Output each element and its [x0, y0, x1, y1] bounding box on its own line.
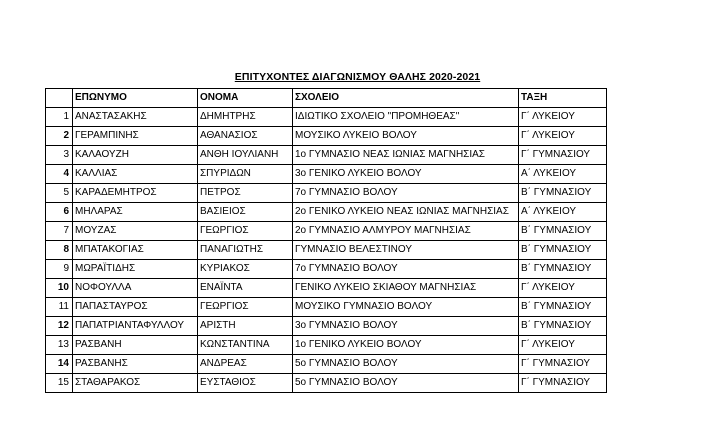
- first-name-cell: ΓΕΩΡΓΙΟΣ: [198, 222, 293, 241]
- table-row: [46, 260, 607, 279]
- class-cell: Β΄ ΓΥΜΝΑΣΙΟΥ: [519, 298, 607, 317]
- row-number-cell: 10: [46, 279, 73, 298]
- row-number-cell: 7: [46, 222, 73, 241]
- first-name-cell: ΣΠΥΡΙΔΩΝ: [198, 165, 293, 184]
- table-row: [46, 146, 607, 165]
- table-row: [46, 203, 607, 222]
- results-table: [45, 88, 607, 393]
- school-cell: 1ο ΓΥΜΝΑΣΙΟ ΝΕΑΣ ΙΩΝΙΑΣ ΜΑΓΝΗΣΙΑΣ: [293, 146, 519, 165]
- first-name-cell: ΕΥΣΤΑΘΙΟΣ: [198, 374, 293, 393]
- table-row: [46, 317, 607, 336]
- school-cell: 3ο ΓΕΝΙΚΟ ΛΥΚΕΙΟ ΒΟΛΟΥ: [293, 165, 519, 184]
- surname-cell: ΜΠΑΤΑΚΟΓΙΑΣ: [73, 241, 198, 260]
- table-row: [46, 127, 607, 146]
- surname-cell: ΠΑΠΑΤΡΙΑΝΤΑΦΥΛΛΟΥ: [73, 317, 198, 336]
- school-cell: 3ο ΓΥΜΝΑΣΙΟ ΒΟΛΟΥ: [293, 317, 519, 336]
- class-cell: Α΄ ΛΥΚΕΙΟΥ: [519, 203, 607, 222]
- column-header-class: ΤΑΞΗ: [519, 89, 607, 108]
- school-cell: 7ο ΓΥΜΝΑΣΙΟ ΒΟΛΟΥ: [293, 260, 519, 279]
- table-body: [46, 108, 607, 393]
- surname-cell: ΚΑΡΑΔΕΜΗΤΡΟΣ: [73, 184, 198, 203]
- class-cell: Γ΄ ΛΥΚΕΙΟΥ: [519, 336, 607, 355]
- class-cell: Γ΄ ΓΥΜΝΑΣΙΟΥ: [519, 146, 607, 165]
- school-cell: 5ο ΓΥΜΝΑΣΙΟ ΒΟΛΟΥ: [293, 374, 519, 393]
- school-cell: ΓΥΜΝΑΣΙΟ ΒΕΛΕΣΤΙΝΟΥ: [293, 241, 519, 260]
- row-number-cell: 12: [46, 317, 73, 336]
- class-cell: Γ΄ ΛΥΚΕΙΟΥ: [519, 108, 607, 127]
- school-cell: 2ο ΓΕΝΙΚΟ ΛΥΚΕΙΟ ΝΕΑΣ ΙΩΝΙΑΣ ΜΑΓΝΗΣΙΑΣ: [293, 203, 519, 222]
- school-cell: ΓΕΝΙΚΟ ΛΥΚΕΙΟ ΣΚΙΑΘΟΥ ΜΑΓΝΗΣΙΑΣ: [293, 279, 519, 298]
- surname-cell: ΝΟΦΟΥΛΛΑ: [73, 279, 198, 298]
- surname-cell: ΠΑΠΑΣΤΑΥΡΟΣ: [73, 298, 198, 317]
- table-row: [46, 336, 607, 355]
- column-header-name: ΟΝΟΜΑ: [198, 89, 293, 108]
- surname-cell: ΚΑΛΛΙΑΣ: [73, 165, 198, 184]
- school-cell: 7ο ΓΥΜΝΑΣΙΟ ΒΟΛΟΥ: [293, 184, 519, 203]
- class-cell: Β΄ ΓΥΜΝΑΣΙΟΥ: [519, 317, 607, 336]
- row-number-cell: 5: [46, 184, 73, 203]
- table-row: [46, 184, 607, 203]
- first-name-cell: ΠΑΝΑΓΙΩΤΗΣ: [198, 241, 293, 260]
- school-cell: 2ο ΓΥΜΝΑΣΙΟ ΑΛΜΥΡΟΥ ΜΑΓΝΗΣΙΑΣ: [293, 222, 519, 241]
- row-number-cell: 8: [46, 241, 73, 260]
- table-row: [46, 165, 607, 184]
- row-number-cell: 1: [46, 108, 73, 127]
- class-cell: Β΄ ΓΥΜΝΑΣΙΟΥ: [519, 241, 607, 260]
- class-cell: Β΄ ΓΥΜΝΑΣΙΟΥ: [519, 260, 607, 279]
- surname-cell: ΣΤΑΘΑΡΑΚΟΣ: [73, 374, 198, 393]
- surname-cell: ΜΗΛΑΡΑΣ: [73, 203, 198, 222]
- row-number-cell: 14: [46, 355, 73, 374]
- first-name-cell: ΑΡΙΣΤΗ: [198, 317, 293, 336]
- row-number-cell: 11: [46, 298, 73, 317]
- surname-cell: ΚΑΛΑΟΥΖΗ: [73, 146, 198, 165]
- table-row: [46, 374, 607, 393]
- first-name-cell: ΑΝΔΡΕΑΣ: [198, 355, 293, 374]
- first-name-cell: ΠΕΤΡΟΣ: [198, 184, 293, 203]
- class-cell: Γ΄ ΛΥΚΕΙΟΥ: [519, 127, 607, 146]
- first-name-cell: ΚΥΡΙΑΚΟΣ: [198, 260, 293, 279]
- school-cell: ΙΔΙΩΤΙΚΟ ΣΧΟΛΕΙΟ "ΠΡΟΜΗΘΕΑΣ": [293, 108, 519, 127]
- table-row: [46, 222, 607, 241]
- school-cell: ΜΟΥΣΙΚΟ ΓΥΜΝΑΣΙΟ ΒΟΛΟΥ: [293, 298, 519, 317]
- class-cell: Γ΄ ΓΥΜΝΑΣΙΟΥ: [519, 355, 607, 374]
- row-number-cell: 13: [46, 336, 73, 355]
- table-row: [46, 355, 607, 374]
- table-row: [46, 298, 607, 317]
- class-cell: Β΄ ΓΥΜΝΑΣΙΟΥ: [519, 184, 607, 203]
- row-number-cell: 6: [46, 203, 73, 222]
- row-number-cell: 4: [46, 165, 73, 184]
- column-header-school: ΣΧΟΛΕΙΟ: [293, 89, 519, 108]
- first-name-cell: ΚΩΝΣΤΑΝΤΙΝΑ: [198, 336, 293, 355]
- document-title: ΕΠΙΤΥΧΟΝΤΕΣ ΔΙΑΓΩΝΙΣΜΟΥ ΘΑΛΗΣ 2020-2021: [234, 71, 481, 83]
- surname-cell: ΜΩΡΑΪΤΙΔΗΣ: [73, 260, 198, 279]
- first-name-cell: ΑΘΑΝΑΣΙΟΣ: [198, 127, 293, 146]
- table-row: [46, 279, 607, 298]
- first-name-cell: ΕΝΑΪΝΤΑ: [198, 279, 293, 298]
- first-name-cell: ΑΝΘΗ ΙΟΥΛΙΑΝΗ: [198, 146, 293, 165]
- row-number-cell: 2: [46, 127, 73, 146]
- class-cell: Γ΄ ΛΥΚΕΙΟΥ: [519, 279, 607, 298]
- school-cell: 1ο ΓΕΝΙΚΟ ΛΥΚΕΙΟ ΒΟΛΟΥ: [293, 336, 519, 355]
- surname-cell: ΜΟΥΖΑΣ: [73, 222, 198, 241]
- surname-cell: ΡΑΣΒΑΝΗΣ: [73, 355, 198, 374]
- surname-cell: ΑΝΑΣΤΑΣΑΚΗΣ: [73, 108, 198, 127]
- row-number-cell: 15: [46, 374, 73, 393]
- row-number-cell: 3: [46, 146, 73, 165]
- column-header-surname: ΕΠΩΝΥΜΟ: [73, 89, 198, 108]
- school-cell: ΜΟΥΣΙΚΟ ΛΥΚΕΙΟ ΒΟΛΟΥ: [293, 127, 519, 146]
- table-header-row: [46, 89, 607, 108]
- table-row: [46, 241, 607, 260]
- column-header-number: [46, 89, 73, 108]
- surname-cell: ΓΕΡΑΜΠΙΝΗΣ: [73, 127, 198, 146]
- table-row: [46, 108, 607, 127]
- first-name-cell: ΒΑΣΙΕΙΟΣ: [198, 203, 293, 222]
- first-name-cell: ΓΕΩΡΓΙΟΣ: [198, 298, 293, 317]
- first-name-cell: ΔΗΜΗΤΡΗΣ: [198, 108, 293, 127]
- row-number-cell: 9: [46, 260, 73, 279]
- class-cell: Β΄ ΓΥΜΝΑΣΙΟΥ: [519, 222, 607, 241]
- class-cell: Α΄ ΛΥΚΕΙΟΥ: [519, 165, 607, 184]
- surname-cell: ΡΑΣΒΑΝΗ: [73, 336, 198, 355]
- school-cell: 5ο ΓΥΜΝΑΣΙΟ ΒΟΛΟΥ: [293, 355, 519, 374]
- class-cell: Γ΄ ΓΥΜΝΑΣΙΟΥ: [519, 374, 607, 393]
